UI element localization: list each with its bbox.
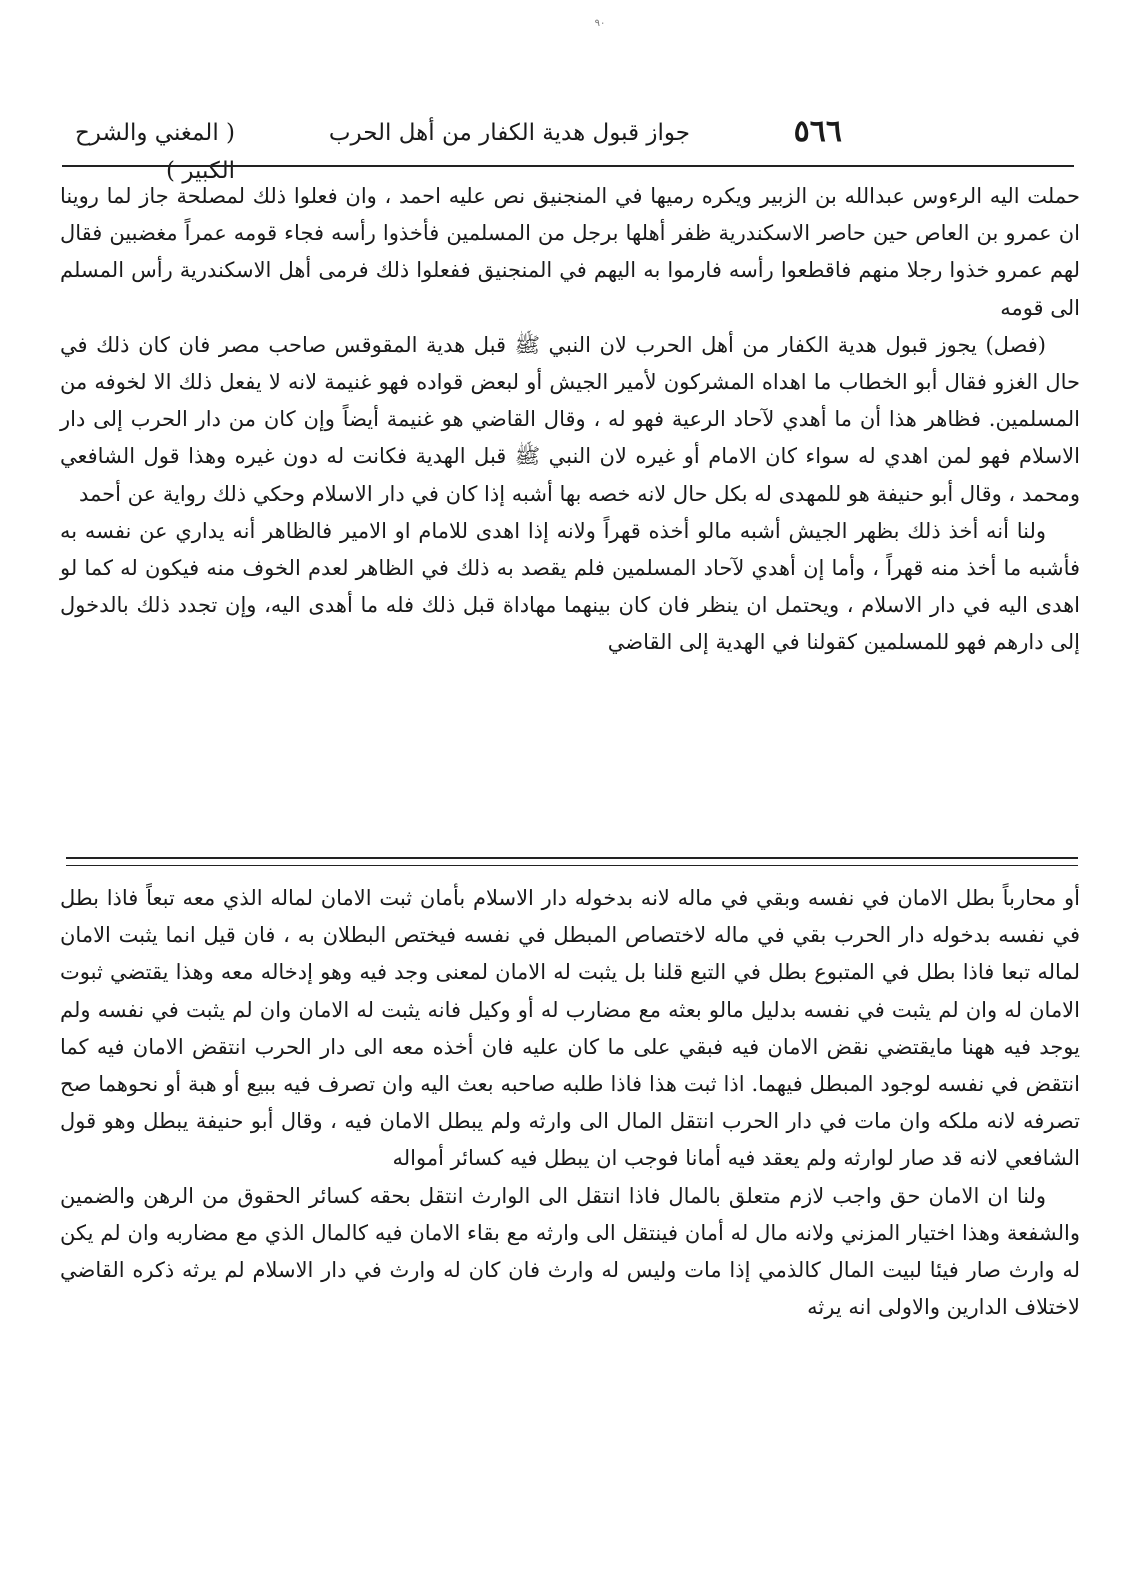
- main-paragraph: ولنا أنه أخذ ذلك بظهر الجيش أشبه مالو أخذه قهراً ولانه إذا اهدى للامام او الامير فالظاهر أنه يداري عن نفسه به فأشبه ما أخذ منه قهراً ، وأما إن أهدي لآحاد المسلمين فلم يقصد به ذلك في الظاهر لعدم الخوف منه فيكون له كما لو اهدى اليه في دار الاسلام ، ويحتمل ان ينظر فان كان بينهما مهاداة قبل ذلك فله ما أهدى اليه، وإن تجدد ذلك بالدخول إلى دارهم فهو للمسلمين كقولنا في الهدية إلى القاضي: [60, 518, 1080, 655]
- running-title: جواز قبول هدية الكفار من أهل الحرب: [328, 120, 690, 146]
- header-rule: [62, 165, 1074, 167]
- section-divider: [66, 857, 1078, 866]
- main-text: [60, 178, 1080, 662]
- book-title: ( المغني والشرح الكبير ): [74, 120, 235, 184]
- page-header: [70, 112, 1070, 184]
- main-paragraph: حملت اليه الرءوس عبدالله بن الزبير ويكره رميها في المنجنيق نص عليه احمد ، وان فعلوا ذلك لمصلحة جاز لما روينا ان عمرو بن العاص حين حاصر الاسكندرية ظفر أهلها برجل من المسلمين فأخذوا رأسه فجاء قومه عمراً مغضبين فقال لهم عمرو خذوا رجلا منهم فاقطعوا رأسه فارموا به اليهم في المنجنيق ففعلوا ذلك فرمى أهل الاسكندرية رأس المسلم الى قومه: [60, 184, 1080, 320]
- commentary-paragraph: أو محارباً بطل الامان في نفسه وبقي في ماله لانه بدخوله دار الاسلام بأمان ثبت الامان لماله الذي معه تبعاً فاذا بطل في نفسه بدخوله دار الحرب بقي في ماله لاختصاص المبطل في نفسه فيختص البطلان به ، فان قيل انما يثبت الامان لماله تبعا فاذا بطل في المتبوع بطل في التبع قلنا بل يثبت له الامان لمعنى وجد فيه وهو إدخاله معه وهذا يقتضي ثبوت الامان له وان لم يثبت في نفسه بدليل مالو بعثه مع مضارب له أو وكيل فانه يثبت له الامان وان لم يثبت في نفسه ولم يوجد فيه ههنا مايقتضي نقض الامان فيه فبقي على ما كان عليه فان أخذه معه الى دار الحرب انتقض الامان فيه كما انتقض في نفسه لوجود المبطل فيهما. اذا ثبت هذا فاذا طلبه صاحبه بعث اليه وان تصرف فيه ببيع أو هبة أو نحوهما صح تصرفه لانه ملكه وان مات في دار الحرب انتقل المال الى وارثه ولم يبطل الامان فيه ، وقال أبو حنيفة يبطل وهو قول الشافعي لانه قد صار لوارثه ولم يعقد فيه أمانا فوجب ان يبطل فيه كسائر أمواله: [60, 886, 1080, 1171]
- page-number: ٥٦٦: [793, 114, 842, 149]
- main-paragraph: (فصل) يجوز قبول هدية الكفار من أهل الحرب لان النبي ﷺ قبل هدية المقوقس صاحب مصر فان كان ذلك في حال الغزو فقال أبو الخطاب ما اهداه المشركون لأمير الجيش أو لبعض قواده فهو غنيمة لانه لا يفعل ذلك الا لخوفه من المسلمين. فظاهر هذا أن ما أهدي لآحاد الرعية فهو له ، وقال القاضي هو غنيمة أيضاً وإن كان من دار الحرب إلى دار الاسلام فهو لمن اهدي له سواء كان الامام أو غيره لان النبي ﷺ قبل الهدية فكانت له دون غيره وهذا قول الشافعي ومحمد ، وقال أبو حنيفة هو للمهدى له بكل حال لانه خصه بها أشبه إذا كان في دار الاسلام وحكي ذلك رواية عن أحمد: [60, 332, 1080, 506]
- commentary-text: [60, 880, 1080, 1326]
- commentary-paragraph: ولنا ان الامان حق واجب لازم متعلق بالمال فاذا انتقل الى الوارث انتقل بحقه كسائر الحقوق من الرهن والضمين والشفعة وهذا اختيار المزني ولانه مال له أمان فينتقل الى وارثه مع بقاء الامان فيه كالمال الذي مع مضاربه وان لم يكن له وارث صار فيئا لبيت المال كالذمي إذا مات وليس له وارث فان كان له وارث في دار الاسلام لم يرثه ذكره القاضي لاختلاف الدارين والاولى انه يرثه: [60, 1183, 1080, 1320]
- page-top-mark: ٩٠: [594, 18, 606, 29]
